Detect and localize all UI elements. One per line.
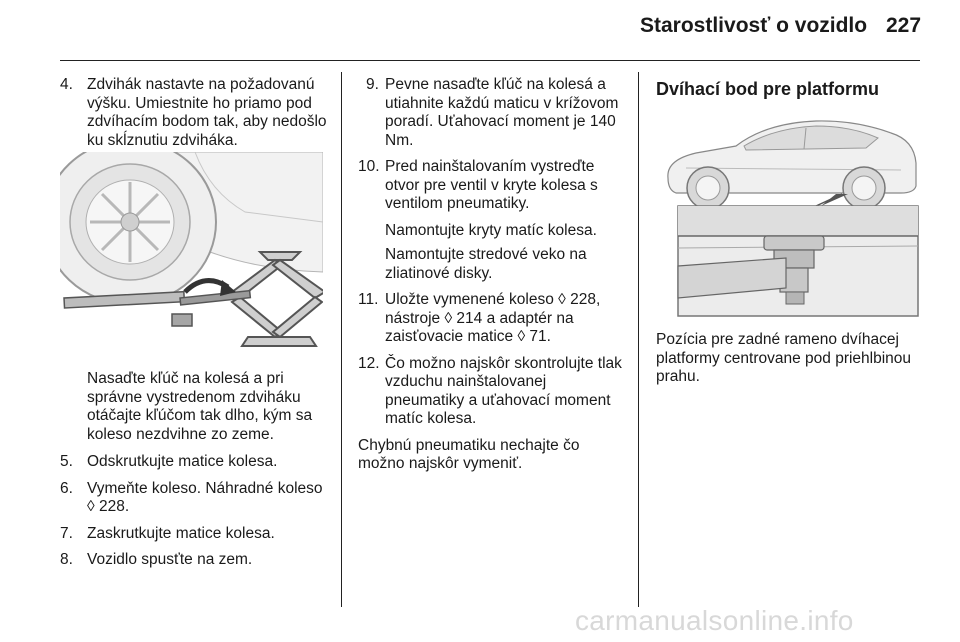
watermark: carmanualsonline.info (575, 605, 854, 636)
column-3-continued (656, 331, 922, 395)
step-text: Pevne nasaďte kľúč na kolesá a utiahnite každú maticu v krížovom poradí. Uťahovací moment je 140 Nm. (385, 76, 619, 149)
lift-figure-svg (656, 108, 920, 318)
header-rule (60, 60, 920, 61)
step-text: Pred nainštalovaním vystreďte otvor pre ventil v kryte kolesa s ventilom pneumatiky. (385, 158, 598, 212)
column-1-continued (60, 370, 332, 578)
step-number: 4. (60, 76, 73, 93)
step-10-note-2: Namontujte stredové veko na zliatinové disky. (385, 246, 587, 282)
step-text: Vozidlo spusťte na zem. (87, 551, 253, 568)
step-text: Zdvihák nastavte na požadovanú výšku. Umiestnite ho priamo pod zdvíhacím bodom tak, aby nedošlo ku skĺznutiu zdviháka. (87, 76, 327, 149)
page-number: 227 (886, 14, 922, 37)
jack-figure-svg (60, 152, 323, 362)
step-text: Uložte vymenené koleso ◊ 228, nástroje ◊ 214 a adaptér na zaisťovacie matice ◊ 71. (385, 291, 601, 345)
step-8 (60, 551, 332, 570)
figure-caption: Nasaďte kľúč na kolesá a pri správne vystredenom zdviháku otáčajte kľúčom tak dlho, kým sa koleso nezdvihne zo zeme. (87, 370, 313, 443)
page-title: Starostlivosť o vozidlo (640, 14, 868, 37)
step-number: 10. (358, 158, 380, 175)
step-number: 6. (60, 479, 73, 497)
lift-point-illustration (656, 108, 920, 318)
step-11 (358, 291, 626, 347)
column-1 (60, 76, 330, 158)
step-5 (60, 453, 332, 472)
section-title: Dvíhací bod pre platformu (656, 79, 880, 99)
step-10 (358, 158, 626, 214)
step-text: Čo možno najskôr skontrolujte tlak vzduchu nainštalovanej pneumatiky a uťahovací moment matíc kolesa. (385, 354, 622, 427)
step-number: 7. (60, 524, 73, 542)
step-9 (358, 76, 626, 150)
step-text: Zaskrutkujte matice kolesa. (87, 524, 275, 542)
column-divider (638, 72, 639, 607)
figure-caption: Pozícia pre zadné rameno dvíhacej platformy centrovane pod priehlbinou prahu. (656, 331, 912, 385)
column-2 (358, 76, 626, 482)
step-12 (358, 355, 626, 429)
step-10-note-1: Namontujte kryty matíc kolesa. (385, 221, 597, 239)
column-3 (656, 80, 922, 111)
step-number: 11. (358, 291, 379, 308)
step-text: Odskrutkujte matice kolesa. (87, 453, 278, 470)
column-divider (341, 72, 342, 607)
step-number: 8. (60, 551, 73, 568)
step-number: 5. (60, 453, 73, 470)
step-6 (60, 480, 332, 517)
step-number: 12. (358, 354, 380, 372)
step-4 (60, 76, 330, 150)
step-number: 9. (366, 76, 379, 93)
step-text: Vymeňte koleso. Náhradné koleso ◊ 228. (87, 479, 323, 515)
closing-paragraph: Chybnú pneumatiku nechajte čo možno najskôr vymeniť. (358, 436, 580, 472)
jack-illustration (60, 152, 323, 362)
step-7 (60, 525, 332, 544)
